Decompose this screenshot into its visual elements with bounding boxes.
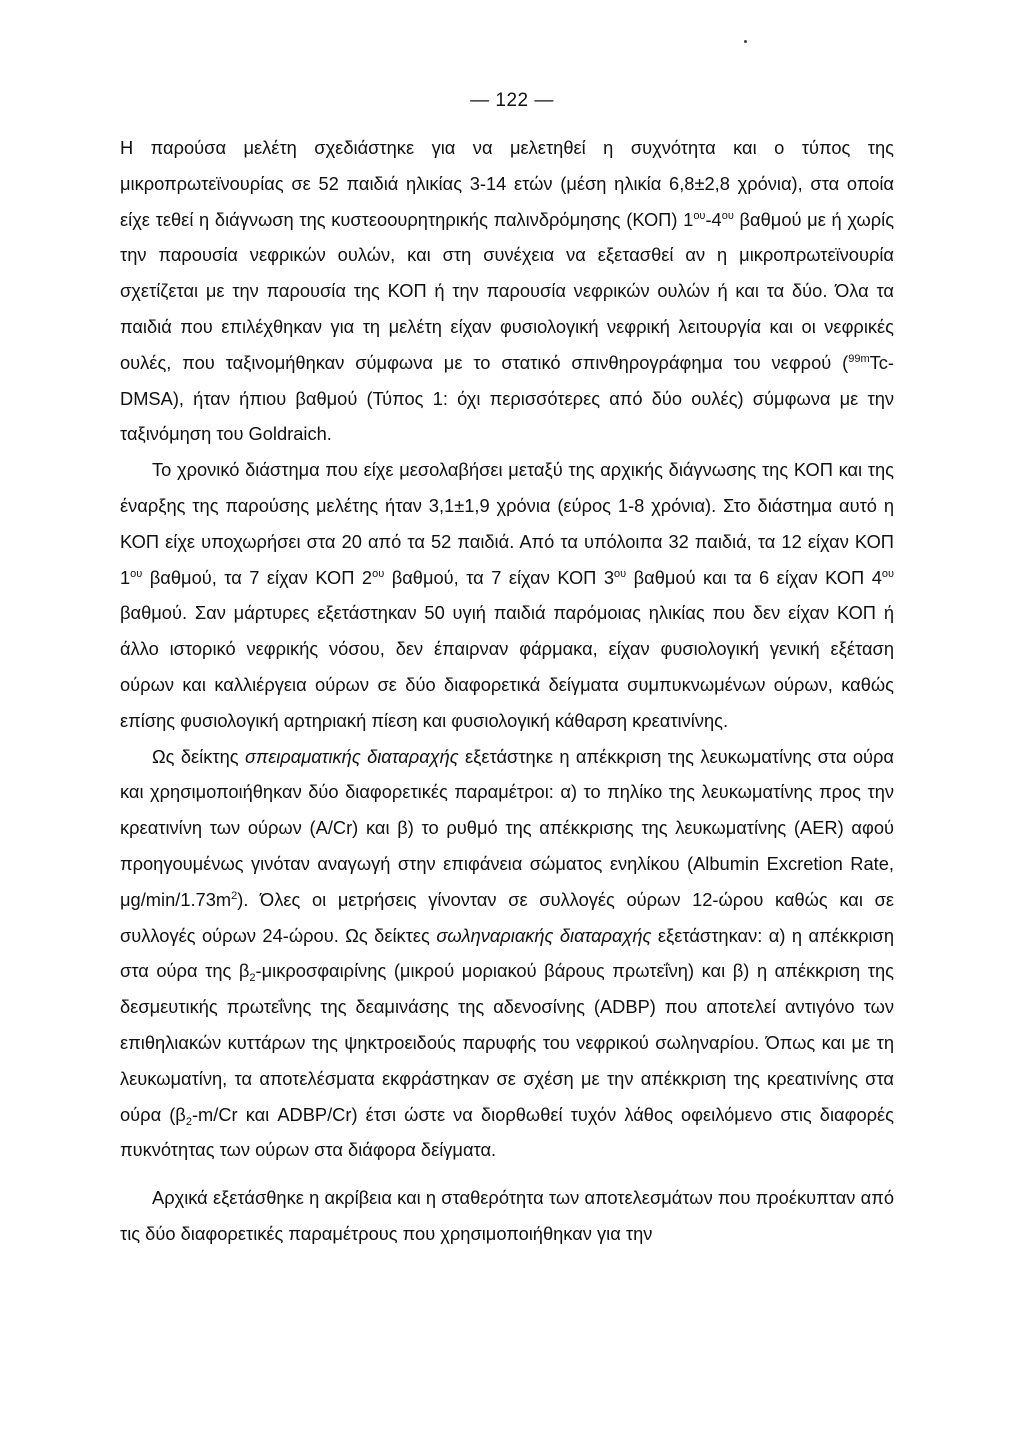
paragraph-markers <box>120 739 894 1169</box>
page-number: — 122 — <box>470 90 554 111</box>
superscript: ου <box>372 567 385 580</box>
italic-term: σωληναριακής διαταραχής <box>436 924 652 946</box>
subscript: 2 <box>249 972 256 985</box>
text-run: ). Όλες οι μετρήσεις γίνονταν σε συλλογές ούρων 12-ώρου καθώς και σε συλλογές ούρων 24-ώρου. Ως δείκτες <box>120 888 894 946</box>
scan-speck <box>744 40 747 43</box>
text-run: βαθμού με ή χωρίς την παρουσία νεφρικών ουλών, και στη συνέχεια να εξετασθεί αν η μικροπρωτεϊνουρία σχετίζεται με την παρουσία της ΚΟΠ ή την παρουσία νεφρικών ουλών ή και τα δύο. Όλα τα παιδιά που επιλέχθηκαν για τη μελέτη είχαν φυσιολογική νεφρική λειτουργία και οι νεφρικές ουλές, που ταξινομήθηκαν σύμφωνα με το στατικό σπινθηρογράφημα του νεφρού ( <box>120 208 895 373</box>
text-run: -μικροσφαιρίνης (μικρού μοριακού βάρους πρωτεΐνη) και β) η απέκκριση της δεσμευτικής πρωτεΐνης της δεαμινάσης της αδενοσίνης (ADBP) που αποτελεί αντιγόνο των επιθηλιακών κυττάρων της ψηκτροειδούς παρυφής του νεφρικού σωληναρίου. Όπως και με τη λευκωματίνη, τα αποτελέσματα εκφράστηκαν σε σχέση με την απέκκριση της κρεατινίνης στα ούρα (β <box>120 960 894 1125</box>
superscript: 2 <box>231 889 238 902</box>
text-run: -4 <box>705 208 722 230</box>
text-run: βαθμού και τα 6 είχαν ΚΟΠ 4 <box>626 566 882 588</box>
text-run: εξετάστηκε η απέκκριση της λευκωματίνης στα ούρα και χρησιμοποιήθηκαν δύο διαφορετικές παραμέτροι: α) το πηλίκο της λευκωματίνης προς την κρεατινίνη των ούρων (A/Cr) και β) το ρυθμό της απέκκρισης της λευκωματίνης (AER) αφού προηγουμένως γινόταν αναγωγή στην επιφάνεια σώματος ενηλίκου (Albumin Excretion Rate, μg/min/1.73m <box>120 745 894 910</box>
text-run: εξετάστηκαν: α) η απέκκριση στα ούρα της β <box>120 924 894 982</box>
superscript: ου <box>130 567 143 580</box>
paragraph-accuracy <box>120 1180 894 1252</box>
superscript: ου <box>693 209 706 222</box>
italic-term: σπειραματικής διαταραχής <box>244 745 459 767</box>
text-run: Tc-DMSA), ήταν ήπιου βαθμού (Τύπος 1: όχι περισσότερες από δύο ουλές) σύμφωνα με την ταξινόμηση του Goldraich. <box>120 351 894 445</box>
superscript: 99m <box>848 352 870 365</box>
text-run: βαθμού, τα 7 είχαν ΚΟΠ 3 <box>384 566 615 588</box>
body-text <box>120 130 894 1252</box>
superscript: ου <box>614 567 627 580</box>
paragraph-time-interval <box>120 452 894 738</box>
text-run: βαθμού. Σαν μάρτυρες εξετάστηκαν 50 υγιή παιδιά παρόμοιας ηλικίας που δεν είχαν ΚΟΠ ή άλλο ιστορικό νεφρικής νόσου, δεν έπαιρναν φάρμακα, είχαν φυσιολογική γενική εξέταση ούρων και καλλιέργεια ούρων σε δύο διαφορετικά δείγματα συμπυκνωμένων ούρων, καθώς επίσης φυσιολογική αρτηριακή πίεση και φυσιολογική κάθαρση κρεατινίνης. <box>120 602 894 731</box>
text-run: Αρχικά εξετάσθηκε η ακρίβεια και η σταθερότητα των αποτελεσμάτων που προέκυπταν από τις δύο διαφορετικές παραμέτρους που χρησιμοποιήθηκαν για την <box>120 1187 894 1244</box>
text-run: Το χρονικό διάστημα που είχε μεσολαβήσει μεταξύ της αρχικής διάγνωσης της ΚΟΠ και της έναρξης της παρούσης μελέτης ήταν 3,1±1,9 χρόνια (εύρος 1-8 χρόνια). Στο διάστημα αυτό η ΚΟΠ είχε υποχωρήσει στα 20 από τα 52 παιδιά. Από τα υπόλοιπα 32 παιδιά, τα 12 είχαν ΚΟΠ 1 <box>120 459 894 588</box>
superscript: ου <box>881 567 895 580</box>
text-run: -m/Cr και ADBP/Cr) έτσι ώστε να διορθωθεί τυχόν λάθος οφειλόμενο στις διαφορές πυκνότητας των ούρων στα διάφορα δείγματα. <box>120 1103 894 1161</box>
paragraph-study-design <box>120 130 894 452</box>
text-run: Η παρούσα μελέτη σχεδιάστηκε για να μελετηθεί η συχνότητα και ο τύπος της μικροπρωτεϊνουρίας σε 52 παιδιά ηλικίας 3-14 ετών (μέση ηλικία 6,8±2,8 χρόνια), στα οποία είχε τεθεί η διάγνωση της κυστεοουρητηρικής παλινδρόμησης (ΚΟΠ) 1 <box>120 137 894 230</box>
text-run: βαθμού, τα 7 είχαν ΚΟΠ 2 <box>142 566 373 588</box>
superscript: ου <box>721 209 734 222</box>
subscript: 2 <box>185 1115 192 1128</box>
text-run: Ως δείκτης <box>152 745 245 767</box>
